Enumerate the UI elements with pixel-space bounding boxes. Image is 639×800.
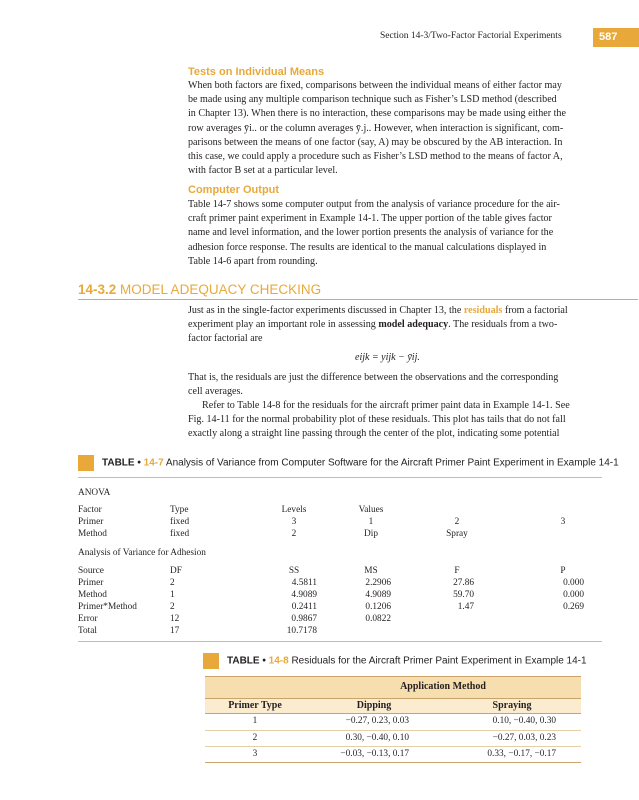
anova-cell: 1 <box>170 590 175 600</box>
paragraph-line: When both factors are fixed, comparisons between the individual means of either factor may <box>188 80 562 91</box>
term-model-adequacy: model adequacy <box>378 319 449 331</box>
paragraph-line: cell averages. <box>188 386 243 398</box>
table-marker-square <box>78 455 94 471</box>
paragraph-line: parisons between the means of one factor (say, A) may be obscured by the AB interaction. In <box>188 136 563 148</box>
primer-type-cell: 1 <box>252 716 258 726</box>
factor-cell: fixed <box>170 529 190 539</box>
residual-equation: eijk = yijk − ȳij. <box>355 352 420 363</box>
paragraph-line: Table 14-6 apart from rounding. <box>188 255 318 267</box>
section-number: 14-3.2 <box>78 282 117 297</box>
factor-cell: fixed <box>170 517 190 527</box>
anova-cell: 17 <box>170 626 180 636</box>
paragraph-line: be made using any multiple comparison technique such as Fisher’s LSD method (described <box>188 94 557 106</box>
primer-type-cell: 3 <box>252 749 258 759</box>
anova-cell: 4.9089 <box>291 590 317 600</box>
paragraph-line <box>188 304 601 318</box>
anova-cell: 59.70 <box>453 590 474 600</box>
anova-cell: 4.5811 <box>291 578 317 588</box>
anova-cell: Primer*Method <box>78 602 137 612</box>
section-rule <box>78 299 638 300</box>
anova-cell: 12 <box>170 614 180 624</box>
spraying-residuals-cell: 0.33, −0.17, −0.17 <box>487 749 556 759</box>
residual-plot-paragraph <box>188 399 601 442</box>
paragraph-line: factor factorial are <box>188 333 263 345</box>
text-run: Just as in the single-factor experiments discussed in Chapter 13, the <box>188 305 464 316</box>
table-rule <box>205 713 581 714</box>
paragraph-line: adhesion force response. The results are identical to the manual calculations displayed in <box>188 241 547 253</box>
factor-cell: Primer <box>78 517 104 527</box>
column-header-spraying: Spraying <box>492 700 532 711</box>
paragraph-line: in Chapter 13). When there is no interaction, these comparisons may be made using either the <box>188 108 566 120</box>
factor-cell: Method <box>78 529 107 539</box>
primer-type-cell: 2 <box>252 733 258 743</box>
table-rule <box>205 676 581 677</box>
factor-cell: 1 <box>368 517 374 527</box>
anova-cell: 0.000 <box>563 590 584 600</box>
term-residuals: residuals <box>463 305 503 316</box>
table-caption: Analysis of Variance from Computer Software for the Aircraft Primer Paint Experiment in Example 14-1 <box>165 457 619 469</box>
anova-header-cell: Source <box>78 566 104 576</box>
table-14-7-title <box>78 455 619 471</box>
paragraph-line: craft primer paint experiment in Example 14-1. The upper portion of the table gives factor <box>188 213 552 225</box>
table-number: 14-7 <box>143 457 164 469</box>
anova-cell: 0.9867 <box>291 614 317 624</box>
paragraph-line: this case, we could apply a procedure such as Fisher’s LSD method to the means of factor A, <box>188 151 563 163</box>
column-header-primer: Primer Type <box>228 700 282 711</box>
section-title: MODEL ADEQUACY CHECKING <box>120 282 322 297</box>
factor-cell: 2 <box>291 529 297 539</box>
table-number: 14-8 <box>268 655 289 667</box>
group-header: Application Method <box>400 681 486 692</box>
table-label: TABLE • <box>227 655 269 667</box>
paragraph-line: with factor B set at a particular level. <box>188 165 338 177</box>
anova-label: ANOVA <box>78 488 111 498</box>
paragraph-line: Refer to Table 14-8 for the residuals for the aircraft primer paint data in Example 14-1. See <box>202 400 570 411</box>
column-header-dipping: Dipping <box>356 700 392 711</box>
model-adequacy-paragraph <box>188 304 601 347</box>
section-heading <box>78 282 321 297</box>
table-top-rule <box>78 477 602 478</box>
paragraph-line: Table 14-7 shows some computer output from the analysis of variance procedure for the air- <box>188 199 560 210</box>
anova-cell: 1.47 <box>457 602 474 612</box>
anova-header-cell: P <box>560 566 566 576</box>
anova-cell: 0.1206 <box>365 602 391 612</box>
paragraph-line: row averages ȳi.. or the column averages ȳ.j.. However, when interaction is significant, com- <box>188 122 564 134</box>
text-run: from a factorial <box>502 305 568 316</box>
factor-header-cell: Factor <box>78 505 102 515</box>
text-run: . The residuals from a two- <box>448 319 558 331</box>
factor-cell: 3 <box>560 517 566 527</box>
paragraph-line: That is, the residuals are just the difference between the observations and the corresponding <box>188 372 559 383</box>
dipping-residuals-cell: −0.27, 0.23, 0.03 <box>345 716 409 726</box>
anova-header-cell: F <box>454 566 460 576</box>
factor-cell: 3 <box>291 517 297 527</box>
text-run: experiment play an important role in assessing <box>188 319 379 331</box>
factor-header-cell: Values <box>358 505 384 515</box>
anova-cell: 0.2411 <box>291 602 317 612</box>
dipping-residuals-cell: 0.30, −0.40, 0.10 <box>345 733 409 743</box>
anova-cell: Error <box>78 614 98 624</box>
individual-means-paragraph <box>188 79 601 178</box>
factor-cell: Spray <box>446 529 468 539</box>
table-rule <box>205 730 581 731</box>
dipping-residuals-cell: −0.03, −0.13, 0.17 <box>340 749 409 759</box>
page-number: 587 <box>593 28 639 47</box>
anova-cell: 0.000 <box>563 578 584 588</box>
table-marker-square <box>203 653 219 669</box>
individual-means-heading: Tests on Individual Means <box>188 66 325 78</box>
factor-header-cell: Type <box>170 505 189 515</box>
anova-cell: 27.86 <box>453 578 474 588</box>
spraying-residuals-cell: −0.27, 0.03, 0.23 <box>492 733 556 743</box>
analysis-label: Analysis of Variance for Adhesion <box>78 548 206 558</box>
computer-output-heading: Computer Output <box>188 184 280 196</box>
paragraph-line <box>188 318 601 332</box>
anova-cell: 2 <box>170 578 175 588</box>
anova-header-cell: DF <box>170 566 182 576</box>
table-rule <box>205 762 581 763</box>
anova-cell: Method <box>78 590 107 600</box>
computer-output-paragraph <box>188 198 601 269</box>
anova-header-cell: MS <box>364 566 378 576</box>
anova-header-cell: SS <box>288 566 300 576</box>
spraying-residuals-cell: 0.10, −0.40, 0.30 <box>492 716 556 726</box>
table-rule <box>205 698 581 699</box>
anova-cell: Total <box>78 626 97 636</box>
anova-cell: 0.269 <box>563 602 584 612</box>
table-bottom-rule <box>78 641 602 642</box>
table-rule <box>205 746 581 747</box>
running-header: Section 14-3/Two-Factor Factorial Experiments <box>380 31 562 41</box>
anova-cell: 4.9089 <box>365 590 391 600</box>
anova-cell: 2 <box>170 602 175 612</box>
anova-cell: 2.2906 <box>365 578 391 588</box>
factor-header-cell: Levels <box>281 505 307 515</box>
factor-cell: 2 <box>454 517 460 527</box>
table-14-8-title <box>203 653 587 669</box>
anova-cell: 0.0822 <box>365 614 391 624</box>
table-label: TABLE • <box>102 457 144 469</box>
paragraph-line: Fig. 14-11 for the normal probability plot of these residuals. This plot has tails that do not fall <box>188 414 566 426</box>
anova-cell: Primer <box>78 578 104 588</box>
factor-cell: Dip <box>364 529 378 539</box>
table-caption: Residuals for the Aircraft Primer Paint Experiment in Example 14-1 <box>291 655 587 667</box>
residual-definition-paragraph <box>188 371 601 399</box>
paragraph-line: exactly along a straight line passing through the center of the plot, indicating some potential <box>188 428 560 440</box>
paragraph-line: name and level information, and the lower portion presents the analysis of variance for the <box>188 227 554 239</box>
anova-cell: 10.7178 <box>286 626 317 636</box>
